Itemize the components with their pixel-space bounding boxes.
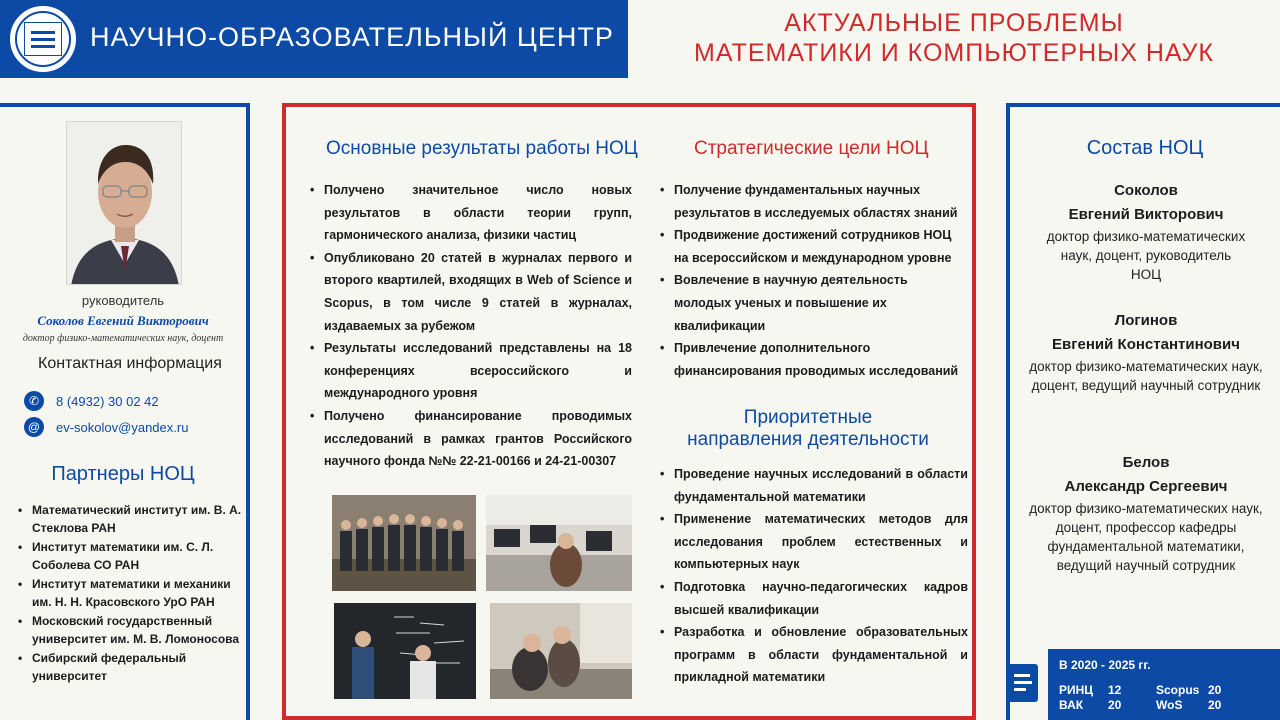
blackboard-photo <box>334 603 476 699</box>
list-item: • Сибирский федеральный университет <box>18 649 244 685</box>
list-item: • Институт математики и механики им. Н. Н. Красовского УрО РАН <box>18 575 244 611</box>
computer-class-photo <box>486 495 632 591</box>
staff-member <box>1018 179 1274 284</box>
email-icon: @ <box>24 417 44 437</box>
university-seal-icon <box>10 6 76 72</box>
priorities-title <box>678 407 938 451</box>
stats-box <box>1048 649 1280 720</box>
list-item: • Результаты исследований представлены на 18 конференциях всероссийского и международного уровня <box>310 337 632 405</box>
group-photo <box>332 495 476 591</box>
contact-email[interactable] <box>24 417 188 437</box>
document-icon <box>1008 664 1038 702</box>
list-item: • Московский государственный университет им. М. В. Ломоносова <box>18 612 244 648</box>
list-item: • Подготовка научно-педагогических кадров высшей квалификации <box>660 576 968 621</box>
list-item: • Продвижение достижений сотрудников НОЦ на всероссийском и международном уровне <box>660 224 968 269</box>
partners-title: Партнеры НОЦ <box>51 463 195 485</box>
list-item: • Получение фундаментальных научных результатов в исследуемых областях знаний <box>660 179 968 224</box>
right-panel <box>1006 103 1280 720</box>
staff-surname: Логинов <box>1114 312 1178 329</box>
left-panel <box>0 103 250 720</box>
leader-portrait <box>66 121 182 285</box>
vak-label: ВАК <box>1059 698 1084 712</box>
list-item: • Получено значительное число новых результатов в области теории групп, гармонического анализа, физики частиц <box>310 179 632 247</box>
list-item: • Получено финансирование проводимых исследований в рамках грантов Российского научного фонда №№ 22-21-00166 и 24-21-00307 <box>310 405 632 473</box>
list-item: • Проведение научных исследований в области фундаментальной математики <box>660 463 968 508</box>
staff-description: доктор физико-математических наук, доцент, ведущий научный сотрудник <box>1029 359 1263 393</box>
staff-description: доктор физико-математических наук, доцент, руководитель НОЦ <box>1046 229 1246 282</box>
staff-given-name: Евгений Викторович <box>1068 206 1224 223</box>
staff-description: доктор физико-математических наук, доцент, профессор кафедры фундаментальной математики, ведущий научный сотрудник <box>1029 501 1263 573</box>
header-title: НАУЧНО-ОБРАЗОВАТЕЛЬНЫЙ ЦЕНТР <box>90 22 614 52</box>
priorities-title-line1: Приоритетные <box>743 407 873 428</box>
results-list <box>310 179 632 473</box>
scopus-value: 20 <box>1208 683 1222 697</box>
staff-given-name: Александр Сергеевич <box>1064 478 1228 495</box>
leader-name: Соколов Евгений Викторович <box>37 313 209 328</box>
wos-value: 20 <box>1208 698 1222 712</box>
leader-role: руководитель <box>81 293 165 308</box>
staff-title: Состав НОЦ <box>1086 137 1204 159</box>
header-subtitle-block <box>628 0 1280 78</box>
staff-surname: Белов <box>1122 454 1170 471</box>
list-item: • Институт математики им. С. Л. Соболева СО РАН <box>18 538 244 574</box>
staff-surname: Соколов <box>1114 182 1178 199</box>
list-item: • Разработка и обновление образовательных программ в области фундаментальной и прикладной математики <box>660 621 968 689</box>
goals-list <box>660 179 968 382</box>
stats-period: В 2020 - 2025 гг. <box>1059 658 1151 672</box>
partners-list <box>18 501 244 686</box>
contacts-title: Контактная информация <box>38 355 222 372</box>
wos-label: WoS <box>1156 698 1183 712</box>
staff-member <box>1018 451 1274 575</box>
header-banner <box>0 0 628 78</box>
list-item: • Привлечение дополнительного финансирования проводимых исследований <box>660 337 968 382</box>
email-address[interactable]: ev-sokolov@yandex.ru <box>56 419 189 435</box>
staff-given-name: Евгений Константинович <box>1052 336 1240 353</box>
phone-icon: ✆ <box>24 391 44 411</box>
header-subtitle-line2: МАТЕМАТИКИ И КОМПЬЮТЕРНЫХ НАУК <box>694 39 1214 67</box>
lab-photo <box>490 603 632 699</box>
priorities-list <box>660 463 968 689</box>
rinc-label: РИНЦ <box>1059 683 1094 697</box>
leader-degree: доктор физико-математических наук, доцент <box>22 333 224 344</box>
phone-number[interactable]: 8 (4932) 30 02 42 <box>56 393 159 409</box>
staff-member <box>1018 309 1274 395</box>
goals-title: Стратегические цели НОЦ <box>694 138 929 159</box>
contact-phone[interactable] <box>24 391 159 411</box>
list-item: • Опубликовано 20 статей в журналах первого и второго квартилей, входящих в Web of Science и Scopus, в том числе 9 статей в журналах, издаваемых за рубежом <box>310 247 632 337</box>
scopus-label: Scopus <box>1156 683 1200 697</box>
list-item: • Применение математических методов для исследования проблем естественных и компьютерных наук <box>660 508 968 576</box>
header-subtitle-line1: АКТУАЛЬНЫЕ ПРОБЛЕМЫ <box>784 9 1124 37</box>
results-title: Основные результаты работы НОЦ <box>326 138 638 159</box>
center-panel <box>282 103 976 720</box>
vak-value: 20 <box>1108 698 1122 712</box>
list-item: • Математический институт им. В. А. Стеклова РАН <box>18 501 244 537</box>
rinc-value: 12 <box>1108 683 1122 697</box>
priorities-title-line2: направления деятельности <box>687 429 929 450</box>
list-item: • Вовлечение в научную деятельность молодых ученых и повышение их квалификации <box>660 269 968 337</box>
